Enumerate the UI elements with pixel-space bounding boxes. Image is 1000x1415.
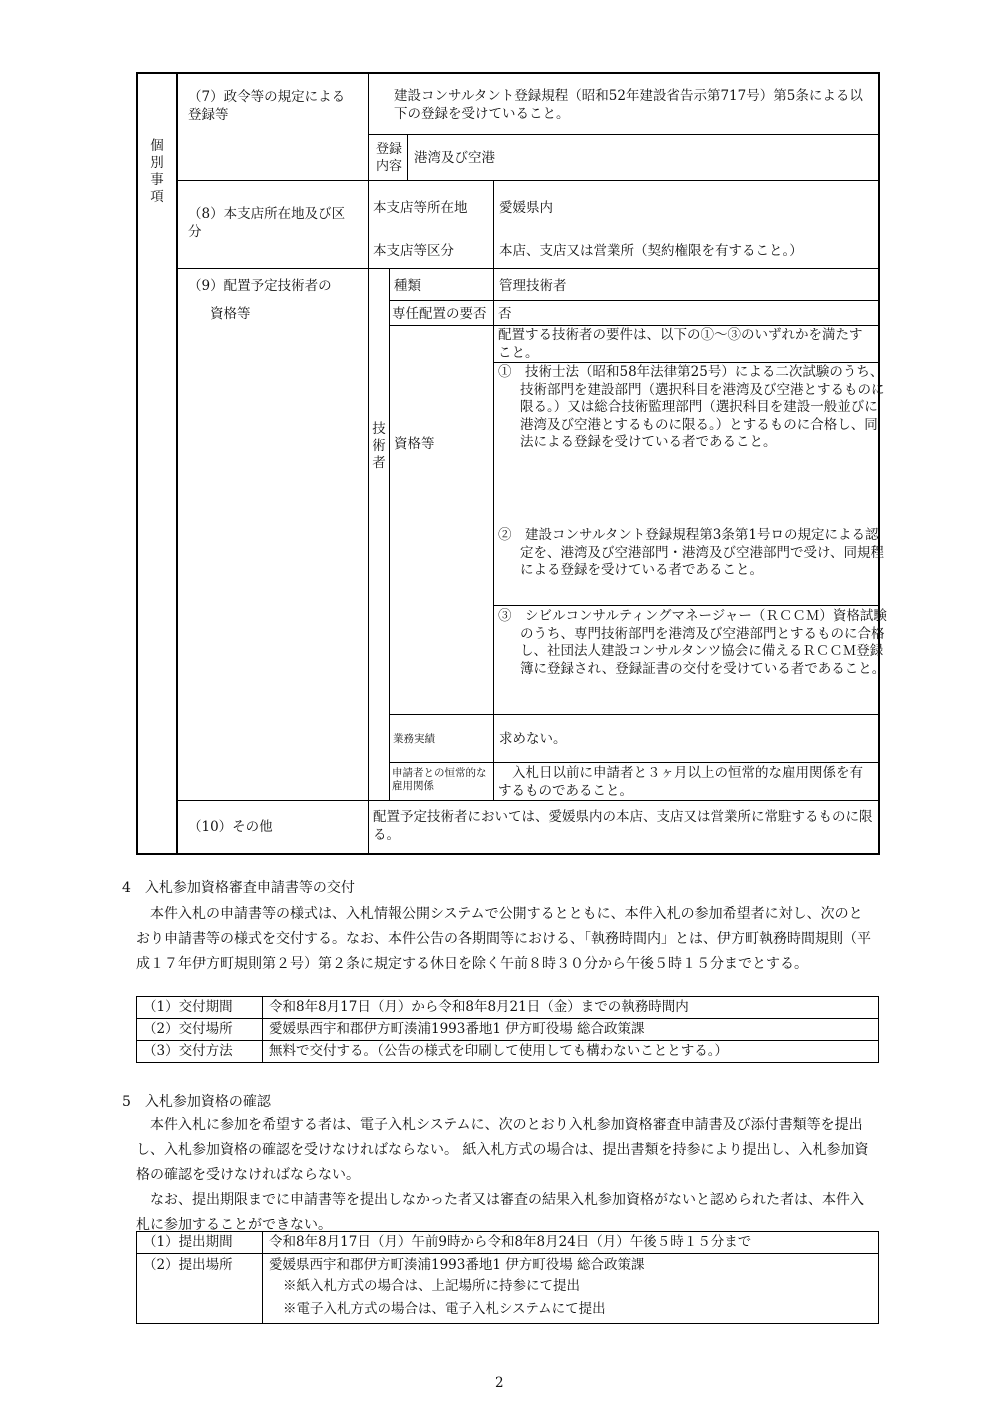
section5-table [136, 1231, 879, 1324]
row9-qual-label: 資格等 [394, 436, 435, 452]
page-number: 2 [495, 1375, 504, 1391]
table-row [137, 1254, 879, 1324]
row7-sub-label: 登録内容 [375, 142, 402, 174]
row10-text: 配置予定技術者においては、愛媛県内の本店、支店又は営業所に常駐するものに限る。 [373, 809, 873, 843]
row9-kind-label: 種類 [394, 278, 421, 294]
row-value: 令和8年8月17日（月）午前9時から令和8年8月24日（月）午後５時１５分まで [263, 1232, 879, 1254]
row9-qual-3: ③ シビルコンサルティングマネージャー（ＲＣＣＭ）資格試験のうち、専門技術部門を港湾及び空港部門とするものに合格し、社団法人建設コンサルタンツ協会に備えるＲＣＣＭ登録簿に登録され、登録証書の交付を受けている者であること。 [498, 608, 887, 677]
row7-text: 建設コンサルタント登録規程（昭和52年建設省告示第717号）第5条による以下の登録を受けていること。 [394, 88, 863, 122]
row9-jisseki-value: 求めない。 [499, 731, 567, 747]
row-value: 愛媛県西宇和郡伊方町湊浦1993番地1 伊方町役場 総合政策課 [269, 1257, 645, 1273]
section4-paragraph: 本件入札の申請書等の様式は、入札情報公開システムで公開するとともに、本件入札の参加希望者に対し、次のとおり申請書等の様式を交付する。なお、本件公告の各期間等における、「執務時間内」とは、伊方町執務時間規則（平成１７年伊方町規則第２号）第２条に規定する休日を除く午前８時３０分から午後５時１５分までとする。 [136, 906, 871, 972]
row8-kubun-label: 本支店等区分 [373, 243, 454, 259]
row9-koyou-label: 申請者との恒常的な雇用関係 [392, 767, 487, 792]
note-electronic: ※電子入札方式の場合は、電子入札システムにて提出 [283, 1301, 606, 1317]
row-label: （3）交付方法 [137, 1041, 263, 1063]
row-value: 愛媛県西宇和郡伊方町湊浦1993番地1 伊方町役場 総合政策課 [263, 1019, 879, 1041]
row9-qual-1: ① 技術士法（昭和58年法律第25号）による二次試験のうち、技術部門を建設部門（選択科目を港湾及び空港とするものに限る。）又は総合技術監理部門（選択科目を建設一般並びに港湾及び空港とするものに限る。）とするものに合格し、同法による登録を受けている者であること。 [498, 364, 885, 450]
row9-koyou-value: 入札日以前に申請者と３ヶ月以上の恒常的な雇用関係を有するものであること。 [498, 765, 863, 799]
table-row [137, 1232, 879, 1254]
row9-tech-label: 技術者 [372, 421, 386, 471]
row7-label: （7）政令等の規定による登録等 [188, 89, 346, 123]
row-value: 無料で交付する。（公告の様式を印刷して使用しても構わないこととする。） [263, 1041, 879, 1063]
table-row [137, 1041, 879, 1063]
row-label: （1）提出期間 [137, 1232, 263, 1254]
row8-label: （8）本支店所在地及び区分 [188, 206, 346, 240]
row9-qual-intro: 配置する技術者の要件は、以下の①～③のいずれかを満たすこと。 [498, 327, 863, 361]
section4-heading: 4 入札参加資格審査申請書等の交付 [122, 880, 355, 896]
row9-full-value: 否 [498, 306, 512, 322]
row9-label-1: （9）配置予定技術者の [188, 278, 332, 294]
row9-kind-value: 管理技術者 [499, 278, 567, 294]
row7-sub-value: 港湾及び空港 [414, 150, 495, 166]
row-label: （1）交付期間 [137, 997, 263, 1019]
row9-full-label: 専任配置の要否 [392, 306, 487, 322]
row-value: 令和8年8月17日（月）から令和8年8月21日（金）までの執務時間内 [263, 997, 879, 1019]
side-label: 個別事項 [150, 138, 164, 205]
row-label: （2）交付場所 [137, 1019, 263, 1041]
note-paper: ※紙入札方式の場合は、上記場所に持参にて提出 [283, 1278, 580, 1294]
row8-loc-value: 愛媛県内 [499, 200, 553, 216]
section4-table [136, 996, 879, 1063]
row8-loc-label: 本支店等所在地 [373, 200, 468, 216]
table-row [137, 997, 879, 1019]
row9-qual-2: ② 建設コンサルタント登録規程第3条第1号ロの規定による認定を、港湾及び空港部門・港湾及び空港部門で受け、同規程による登録を受けている者であること。 [498, 527, 884, 578]
row10-label: （10）その他 [188, 819, 273, 835]
table-row [137, 1019, 879, 1041]
row-label: （2）提出場所 [137, 1254, 263, 1324]
section5-heading: 5 入札参加資格の確認 [122, 1094, 271, 1110]
row9-jisseki-label: 業務実績 [393, 733, 435, 745]
row9-label-2: 資格等 [210, 306, 251, 322]
section5-paragraph: 本件入札に参加を希望する者は、電子入札システムに、次のとおり入札参加資格審査申請書及び添付書類等を提出し、入札参加資格の確認を受けなければならない。 紙入札方式の場合は、提出書類を持参により提出し、入札参加資格の確認を受けなければならない。 なお、提出期限までに申請書等を提出しなかった者又は審査の結果入札参加資格がないと認められた者は、本件入札に参加することができない。 [136, 1117, 869, 1233]
row8-kubun-value: 本店、支店又は営業所（契約権限を有すること。） [499, 243, 803, 259]
